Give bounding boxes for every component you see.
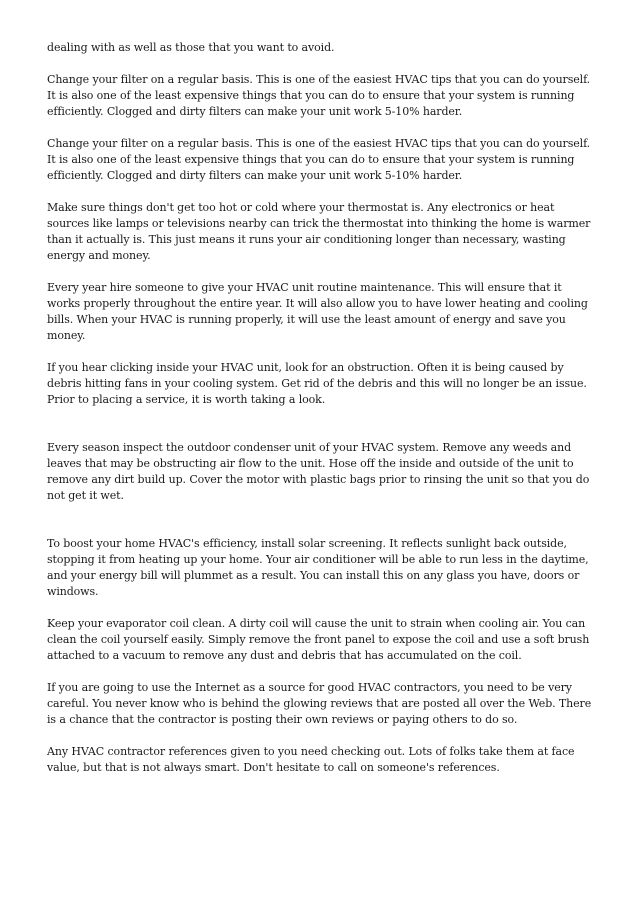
paragraph-filter-tip-repeat: Change your filter on a regular basis. This is one of the easiest HVAC tips that you can do yourself. It is also one of the least expensive things that you can do to ensure that your system is running efficiently. Clogged and dirty filters can make your unit work 5-10% harder. — [47, 137, 591, 182]
document-body — [47, 40, 597, 792]
paragraph-filter-tip: Change your filter on a regular basis. This is one of the easiest HVAC tips that you can do yourself. It is also one of the least expensive things that you can do to ensure that your system is running efficiently. Clogged and dirty filters can make your unit work 5-10% harder. — [47, 73, 591, 118]
paragraph-thermostat-tip: Make sure things don't get too hot or cold where your thermostat is. Any electronics or heat sources like lamps or televisions nearby can trick the thermostat into thinking the home is warmer than it actually is. This just means it runs your air conditioning longer than necessary, wasting energy and money. — [47, 201, 591, 262]
paragraph-maintenance-tip: Every year hire someone to give your HVAC unit routine maintenance. This will ensure that it works properly throughout the entire year. It will also allow you to have lower heating and cooling bills. When your HVAC is running properly, it will use the least amount of energy and save you money. — [47, 281, 588, 342]
paragraph-solar-screening-tip: To boost your home HVAC's efficiency, install solar screening. It reflects sunlight back outside, stopping it from heating up your home. Your air conditioner will be able to run less in the daytime, and your energy bill will plummet as a result. You can install this on any glass you have, doors or windows. — [47, 537, 589, 598]
paragraph-intro-continuation: dealing with as well as those that you want to avoid. — [47, 41, 335, 54]
paragraph-evaporator-coil-tip: Keep your evaporator coil clean. A dirty coil will cause the unit to strain when cooling air. You can clean the coil yourself easily. Simply remove the front panel to expose the coil and use a soft brush attached to a vacuum to remove any dust and debris that has accumulated on the coil. — [47, 617, 590, 662]
paragraph-internet-contractors-tip: If you are going to use the Internet as a source for good HVAC contractors, you need to be very careful. You never know who is behind the glowing reviews that are posted all over the Web. There is a chance that the contractor is posting their own reviews or paying others to do so. — [47, 681, 592, 726]
paragraph-condenser-tip: Every season inspect the outdoor condenser unit of your HVAC system. Remove any weeds and leaves that may be obstructing air flow to the unit. Hose off the inside and outside of the unit to remove any dirt build up. Cover the motor with plastic bags prior to rinsing the unit so that you do not get it wet. — [47, 441, 590, 502]
paragraph-clicking-tip: If you hear clicking inside your HVAC unit, look for an obstruction. Often it is being caused by debris hitting fans in your cooling system. Get rid of the debris and this will no longer be an issue. Prior to placing a service, it is worth taking a look. — [47, 361, 587, 406]
paragraph-references-tip: Any HVAC contractor references given to you need checking out. Lots of folks take them at face value, but that is not always smart. Don't hesitate to call on someone's references. — [47, 745, 575, 774]
